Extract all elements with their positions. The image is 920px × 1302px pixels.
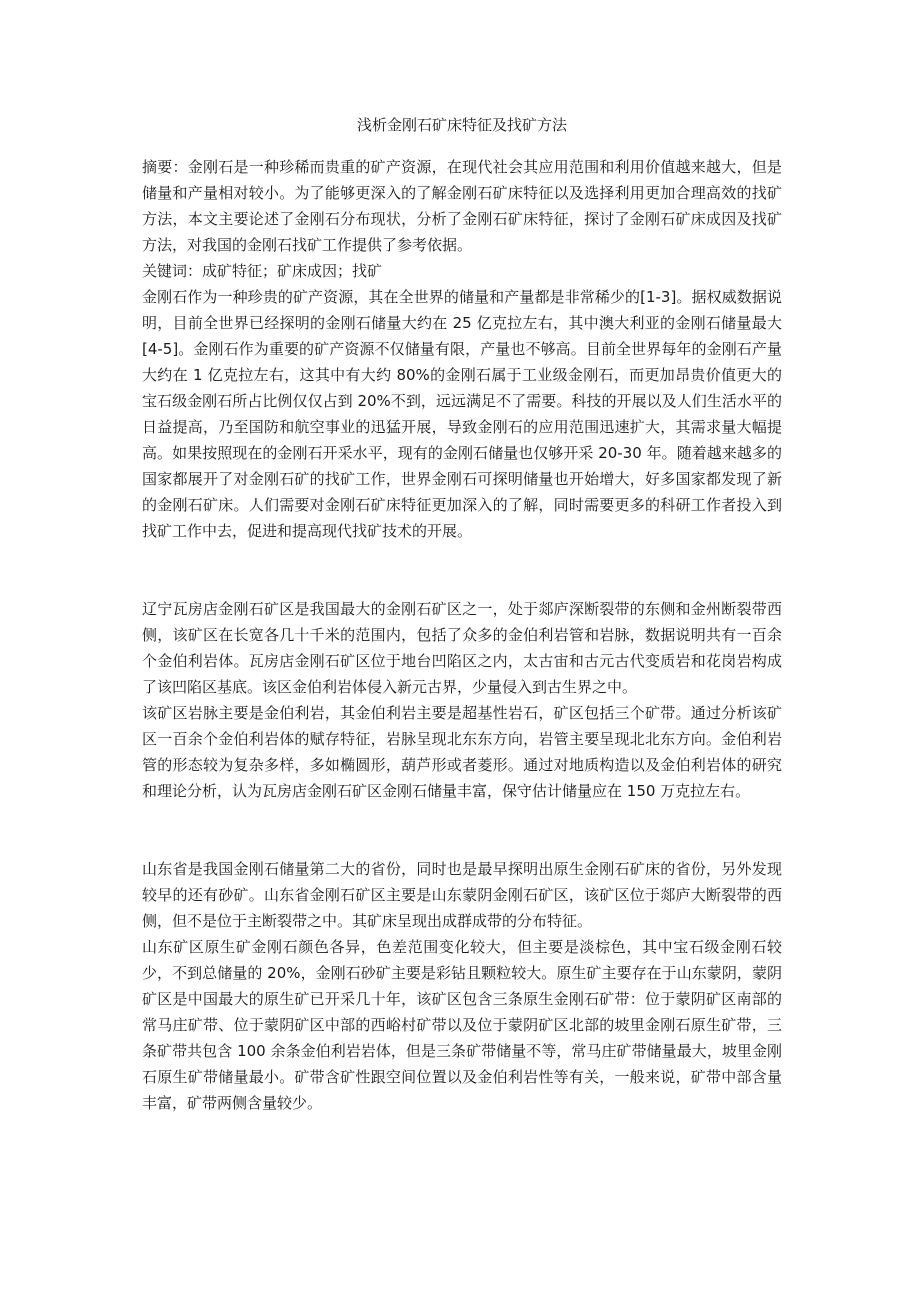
keywords-line: 关键词：成矿特征；矿床成因；找矿 — [142, 262, 383, 280]
section-spacer — [142, 804, 782, 856]
abstract-paragraph: 摘要：金刚石是一种珍稀而贵重的矿产资源，在现代社会其应用范围和利用价值越来越大，但是储量和产量相对较小。为了能够更深入的了解金刚石矿床特征以及选择利用更加合理高效的找矿方法，本文主要论述了金刚石分布现状，分析了金刚石矿床特征，探讨了金刚石矿床成因及找矿方法，对我国的金刚石找矿工作提供了参考依据。 — [142, 158, 782, 254]
section-spacer — [142, 544, 782, 596]
document-page — [142, 112, 782, 1116]
shandong-paragraph-2: 山东矿区原生矿金刚石颜色各异，色差范围变化较大，但主要是淡棕色，其中宝石级金刚石较少，不到总储量的 20%，金刚石砂矿主要是彩钻且颗粒较大。原生矿主要存在于山东蒙阴，蒙阴矿区是中国最大的原生矿已开采几十年，该矿区包含三条原生金刚石矿带：位于蒙阴矿区南部的常马庄矿带、位于蒙阴矿区中部的西峪村矿带以及位于蒙阴矿区北部的坡里金刚石原生矿带，三条矿带共包含 100 余条金伯利岩岩体，但是三条矿带储量不等，常马庄矿带储量最大，坡里金刚石原生矿带储量最小。矿带含矿性跟空间位置以及金伯利岩性等有关，一般来说，矿带中部含量丰富，矿带两侧含量较少。 — [142, 938, 782, 1112]
liaoning-paragraph-1: 辽宁瓦房店金刚石矿区是我国最大的金刚石矿区之一，处于郯庐深断裂带的东侧和金州断裂带西侧，该矿区在长宽各几十千米的范围内，包括了众多的金伯利岩管和岩脉，数据说明共有一百余个金伯利岩体。瓦房店金刚石矿区位于地台凹陷区之内，太古宙和古元古代变质岩和花岗岩构成了该凹陷区基底。该区金伯利岩体侵入新元古界，少量侵入到古生界之中。 — [142, 600, 782, 696]
shandong-paragraph-1: 山东省是我国金刚石储量第二大的省份，同时也是最早探明出原生金刚石矿床的省份，另外发现较早的还有砂矿。山东省金刚石矿区主要是山东蒙阴金刚石矿区，该矿区位于郯庐大断裂带的西侧，但不是位于主断裂带之中。其矿床呈现出成群成带的分布特征。 — [142, 860, 782, 930]
liaoning-paragraph-2: 该矿区岩脉主要是金伯利岩，其金伯利岩主要是超基性岩石，矿区包括三个矿带。通过分析该矿区一百余个金伯利岩体的赋存特征，岩脉呈现北东东方向，岩管主要呈现北北东方向。金伯利岩管的形态较为复杂多样，多如椭圆形，葫芦形或者菱形。通过对地质构造以及金伯利岩体的研究和理论分析，认为瓦房店金刚石矿区金刚石储量丰富，保守估计储量应在 150 万克拉左右。 — [142, 704, 782, 800]
intro-paragraph: 金刚石作为一种珍贵的矿产资源，其在全世界的储量和产量都是非常稀少的[1-3]。据权威数据说明，目前全世界已经探明的金刚石储量大约在 25 亿克拉左右，其中澳大利亚的金刚石储量最大[4-5]。金刚石作为重要的矿产资源不仅储量有限，产量也不够高。目前全世界每年的金刚石产量大约在 1 亿克拉左右，这其中有大约 80%的金刚石属于工业级金刚石，而更加昂贵价值更大的宝石级金刚石所占比例仅仅占到 20%不到，远远满足不了需要。科技的开展以及人们生活水平的日益提高，乃至国防和航空事业的迅猛开展，导致金刚石的应用范围迅速扩大，其需求量大幅提高。如果按照现在的金刚石开采水平，现有的金刚石储量也仅够开采 20-30 年。随着越来越多的国家都展开了对金刚石矿的找矿工作，世界金刚石可探明储量也开始增大，好多国家都发现了新的金刚石矿床。人们需要对金刚石矿床特征更加深入的了解，同时需要更多的科研工作者投入到找矿工作中去，促进和提高现代找矿技术的开展。 — [142, 288, 782, 540]
document-title: 浅析金刚石矿床特征及找矿方法 — [356, 116, 567, 134]
